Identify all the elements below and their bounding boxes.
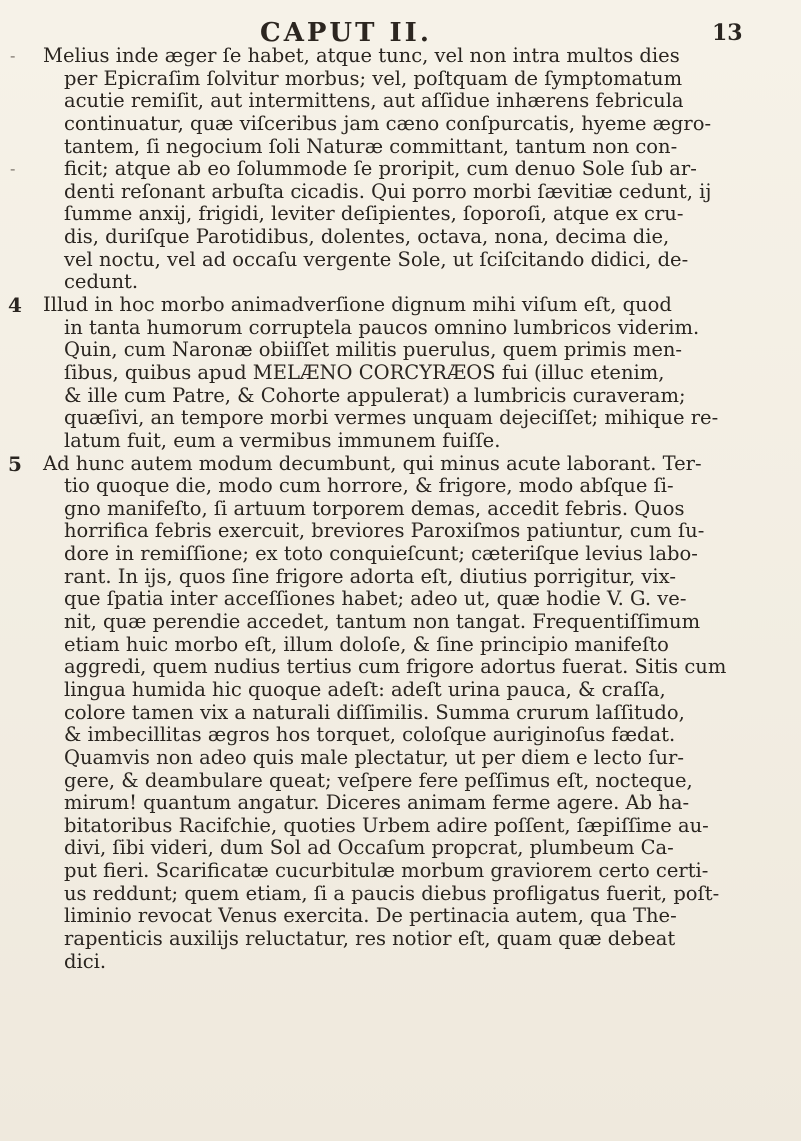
text-line: per Epicraſim ſolvitur morbus; vel, poſtquam de ſymptomatum bbox=[64, 67, 683, 90]
text-line: nit, quæ perendie accedet, tantum non tangat. Frequentiſſimum bbox=[64, 611, 701, 634]
text-line: tantem, ſi negocium ſoli Naturæ committant, tantum non con- bbox=[64, 135, 678, 158]
text-line: etiam huic morbo eſt, illum doloſe, & ſine principio manifeſto bbox=[64, 633, 669, 656]
text-line: que ſpatia inter acceſſiones habet; adeo ut, quæ hodie V. G. ve- bbox=[64, 588, 687, 611]
text-line bbox=[8, 1019, 793, 1042]
text-line: - ficit; atque ab eo ſolummode ſe proripit, cum denuo Sole ſub ar- bbox=[10, 158, 697, 181]
text-line: Quin, cum Naronæ obiiſſet militis puerulus, quem primis men- bbox=[64, 339, 683, 362]
text-line: acutie remiſit, aut intermittens, aut aſſidue inhærens febricula bbox=[64, 90, 684, 113]
text-line bbox=[8, 1041, 793, 1064]
text-line bbox=[8, 973, 793, 996]
text-line: in tanta humorum corruptela paucos omnino lumbricos viderim. bbox=[64, 316, 700, 339]
text-line: ſumme anxij, frigidi, leviter deſipientes, ſoporoſi, atque ex cru- bbox=[64, 203, 684, 226]
text-line: rapenticis auxilijs reluctatur, res notior eſt, quam quæ debeat bbox=[64, 927, 676, 950]
margin-mark: - bbox=[10, 159, 16, 179]
text-line: tio quoque die, modo cum horrore, & frigore, modo abſque ſi- bbox=[64, 475, 674, 498]
text-line: ſibus, quibus apud MELÆNO CORCYRÆOS fui (illuc etenim, bbox=[64, 361, 665, 384]
text-line: gno manifeſto, ſi artuum torporem demas, accedit febris. Quos bbox=[64, 497, 685, 520]
text-line: rant. In ijs, quos ſine frigore adorta eſt, diutius porrigitur, vix- bbox=[64, 565, 676, 588]
text-line: mirum! quantum angatur. Diceres animam ferme agere. Ab ha- bbox=[64, 792, 690, 815]
text-line: latum fuit, eum a vermibus immunem fuiſſe. bbox=[64, 429, 501, 452]
text-line: cedunt. bbox=[64, 271, 139, 294]
text-line: dore in remiſſione; ex toto conquieſcunt; cæteriſque levius labo- bbox=[64, 543, 698, 566]
text-line: lingua humida hic quoque adeſt: adeſt urina pauca, & craſſa, bbox=[64, 678, 666, 701]
text-line: dici. bbox=[64, 950, 107, 973]
text-line: gere, & deambulare queat; veſpere fere peſſimus eſt, nocteque, bbox=[64, 769, 693, 792]
text-line: - Melius inde æger ſe habet, atque tunc, vel non intra multos dies bbox=[10, 45, 680, 67]
margin-mark: - bbox=[10, 46, 16, 65]
text-line bbox=[8, 996, 793, 1019]
text-line: quæſivi, an tempore morbi vermes unquam dejeciſſet; mihique re- bbox=[64, 407, 719, 430]
text-line: 4 Illud in hoc morbo animadverſione dignum mihi viſum eſt, quod bbox=[8, 294, 672, 317]
text-line: 5 Ad hunc autem modum decumbunt, qui minus acute laborant. Ter- bbox=[8, 452, 702, 476]
text-line: dis, duriſque Parotidibus, dolentes, octava, nona, decima die, bbox=[64, 226, 670, 249]
text-line: colore tamen vix a naturali diſſimilis. Summa crurum laſſitudo, bbox=[64, 701, 685, 724]
text-line: vel noctu, vel ad occaſu vergente Sole, ut ſciſcitando didici, de- bbox=[64, 248, 689, 271]
text-line: & ille cum Patre, & Cohorte appulerat) a lumbricis curaveram; bbox=[64, 384, 686, 407]
text-line: bitatoribus Racifchie, quoties Urbem adire poſſent, ſæpiſſime au- bbox=[64, 814, 709, 837]
body-text bbox=[8, 45, 793, 1064]
text-line: denti reſonant arbuſta cicadis. Qui porro morbi ſævitiæ cedunt, ij bbox=[64, 180, 712, 203]
text-line: us reddunt; quem etiam, ſi a paucis diebus profligatus fuerit, poſt- bbox=[64, 882, 720, 905]
text-line: & imbecillitas ægros hos torquet, coloſque auriginoſus fædat. bbox=[64, 724, 676, 747]
text-line: Quamvis non adeo quis male plectatur, ut per diem e lecto ſur- bbox=[64, 746, 684, 769]
text-line: liminio revocat Venus exercita. De pertinacia autem, qua The- bbox=[64, 905, 677, 928]
text-line: aggredi, quem nudius tertius cum frigore adortus fuerat. Sitis cum bbox=[64, 656, 727, 679]
running-head: CAPUT II. bbox=[260, 18, 432, 48]
page-number: 13 bbox=[712, 20, 743, 46]
text-line: horrifica febris exercuit, breviores Paroxiſmos patiuntur, cum ſu- bbox=[64, 520, 705, 543]
text-line: divi, ſibi videri, dum Sol ad Occaſum propcrat, plumbeum Ca- bbox=[64, 837, 674, 860]
text-line: continuatur, quæ viſceribus jam cæno conſpurcatis, hyeme ægro- bbox=[64, 112, 712, 135]
text-line: put fieri. Scarificatæ cucurbitulæ morbum graviorem certo certi- bbox=[64, 860, 709, 883]
paragraph-number: 4 bbox=[8, 294, 22, 317]
paragraph-number: 5 bbox=[8, 452, 22, 476]
page-header bbox=[0, 6, 801, 46]
